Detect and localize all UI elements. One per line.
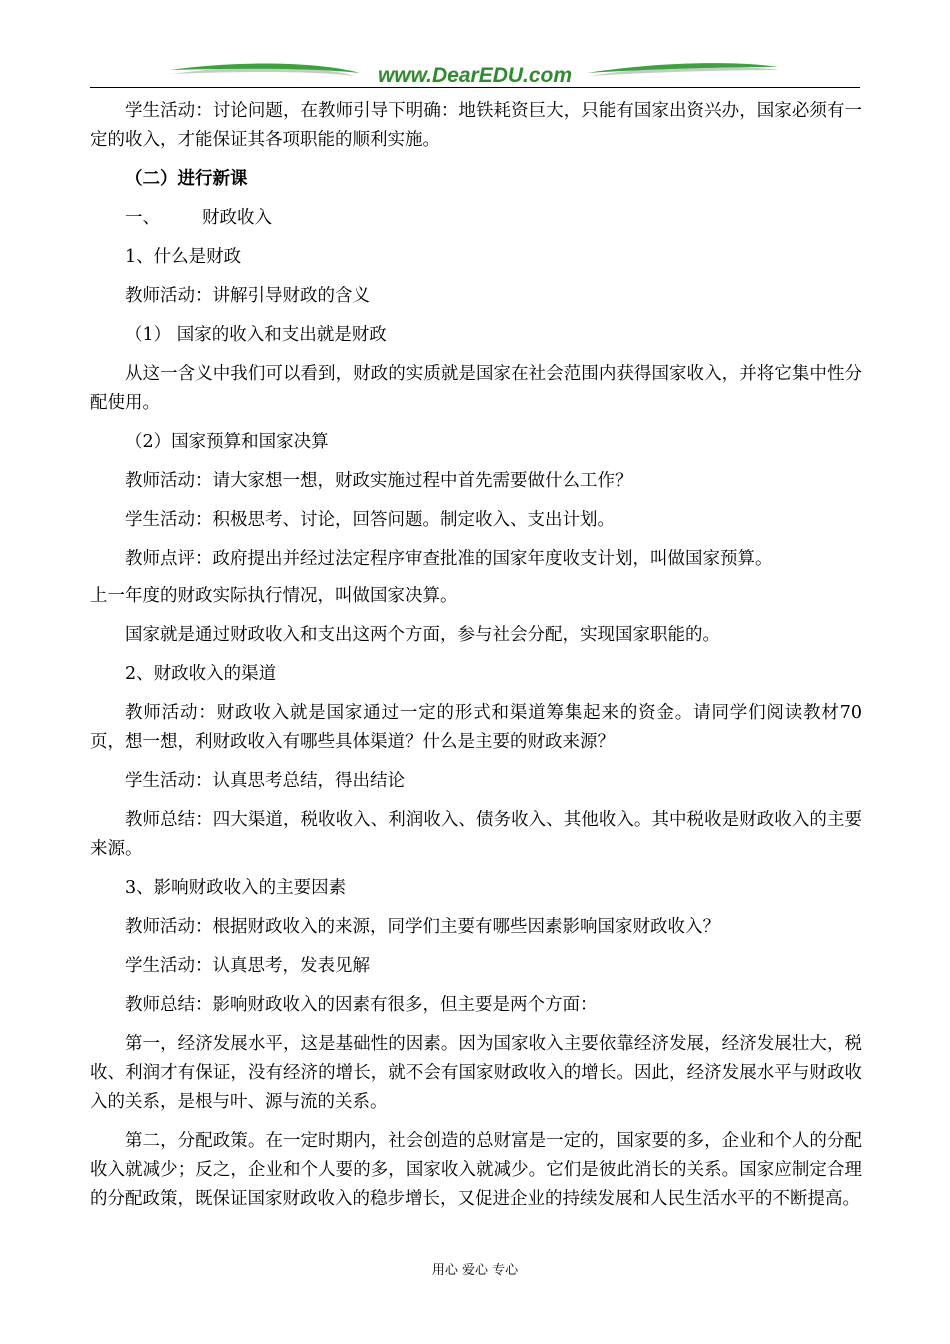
subheading-revenue-channels: 2、财政收入的渠道 <box>125 664 277 684</box>
paragraph-intro-student-activity: 学生活动：讨论问题，在教师引导下明确：地铁耗资巨大，只能有国家出资兴办，国家必须有一定的收入，才能保证其各项职能的顺利实施。 <box>90 101 862 150</box>
paragraph-teacher-comment: 教师点评：政府提出并经过法定程序审查批准的国家年度收支计划，叫做国家预算。 <box>125 549 773 569</box>
paragraph-factor-economy: 第一，经济发展水平，这是基础性的因素。因为国家收入主要依靠经济发展，经济发展壮大，税收、利润才有保证，没有经济的增长，就不会有国家财政收入的增长。因此，经济发展水平与财政收入的关系，是根与叶、源与流的关系。 <box>90 1034 862 1112</box>
heading-number: 一、 <box>125 208 160 228</box>
paragraph-teacher-activity-2: 教师活动：请大家想一想，财政实施过程中首先需要做什么工作？ <box>125 471 633 491</box>
paragraph-student-activity-3: 学生活动：认真思考总结，得出结论 <box>125 771 405 791</box>
section-heading-new-lesson: （二）进行新课 <box>125 169 248 189</box>
paragraph-student-activity-4: 学生活动：认真思考，发表见解 <box>125 956 370 976</box>
header-divider <box>90 87 860 88</box>
subheading-influencing-factors: 3、影响财政收入的主要因素 <box>125 878 347 898</box>
heading-fiscal-revenue <box>90 204 862 233</box>
paragraph-teacher-activity-4: 教师活动：根据财政收入的来源，同学们主要有哪些因素影响国家财政收入？ <box>125 917 720 937</box>
site-name: www.DearEDU.com <box>377 64 573 87</box>
paragraph-factor-policy: 第二，分配政策。在一定时期内，社会创造的总财富是一定的，国家要的多，企业和个人的分配收入就减少；反之，企业和个人要的多，国家收入就减少。它们是彼此消长的关系。国家应制定合理的分配政策，既保证国家财政收入的稳步增长，又促进企业的持续发展和人民生活水平的不断提高。 <box>90 1131 862 1209</box>
paragraph-student-activity-2: 学生活动：积极思考、讨论，回答问题。制定收入、支出计划。 <box>125 510 615 530</box>
item-2-budget: （2）国家预算和国家决算 <box>125 432 329 452</box>
lesson-content <box>90 97 862 1224</box>
paragraph-teacher-summary-2: 教师总结：影响财政收入的因素有很多，但主要是两个方面： <box>125 995 598 1015</box>
page-footer: 用心 爱心 专心 <box>431 1263 519 1278</box>
paragraph-teacher-activity-3: 教师活动：财政收入就是国家通过一定的形式和渠道筹集起来的资金。请同学们阅读教材70页，想一想，利财政收入有哪些具体渠道？什么是主要的财政来源？ <box>90 703 862 752</box>
paragraph-teacher-summary-1: 教师总结：四大渠道，税收收入、利润收入、债务收入、其他收入。其中税收是财政收入的主要来源。 <box>90 810 862 859</box>
paragraph-state-distribution: 国家就是通过财政收入和支出这两个方面，参与社会分配，实现国家职能的。 <box>125 625 720 645</box>
paragraph-final-accounts: 上一年度的财政实际执行情况，叫做国家决算。 <box>90 586 458 606</box>
heading-text: 财政收入 <box>202 208 272 228</box>
item-1-definition: （1） 国家的收入和支出就是财政 <box>125 325 387 345</box>
subheading-what-is-finance: 1、什么是财政 <box>125 247 242 267</box>
paragraph-teacher-activity-1: 教师活动：讲解引导财政的含义 <box>125 286 370 306</box>
paragraph-essence-of-finance: 从这一含义中我们可以看到，财政的实质就是国家在社会范围内获得国家收入，并将它集中性分配使用。 <box>90 364 862 413</box>
